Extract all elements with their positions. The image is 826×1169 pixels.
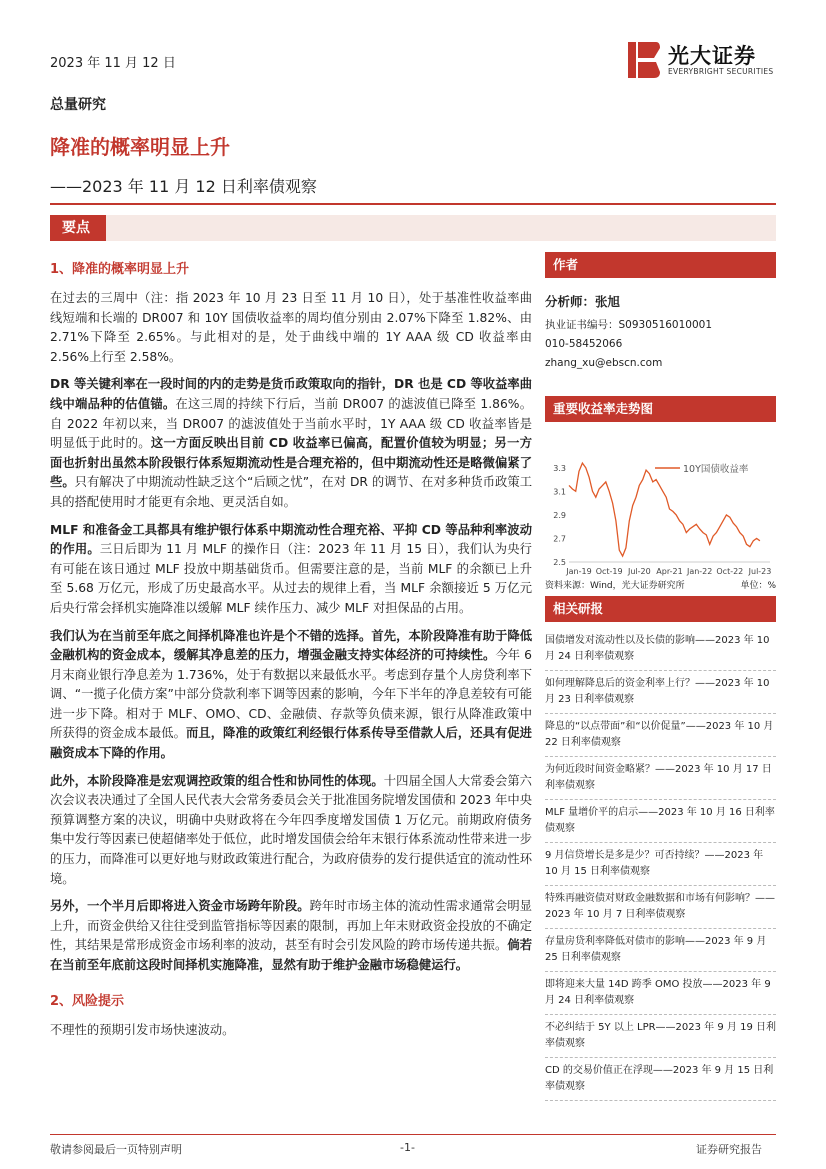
body-text: 在这三周的持续下行后，当前 DR007 的滤波值已降至 1.86%。自 2022 年初以来，当 DR007 的滤波值处于当前水平时，1Y AAA 级 CD 收益率皆是明显低于此时的。 (50, 396, 532, 451)
bold-text: 而且，降准的政策红利经银行体系传导至借款人后，还具有促进融资成本下降的作用。 (50, 726, 532, 761)
chart-unit: 单位：% (740, 581, 776, 591)
title-divider (50, 203, 776, 205)
paragraph-3 (50, 521, 532, 619)
bold-text: DR 等关键利率在一段时间的内的走势是货币政策取向的指针，DR 也是 CD 等收益率曲线中端品种的估值锚。 (50, 377, 532, 411)
yield-line-chart (545, 426, 776, 576)
bold-text: 我们认为在当前至年底之间择机降准也许是个不错的选择。首先，本阶段降准有助于降低金融机构的资金成本，缓解其净息差的压力，增强金融支持实体经济的可持续性。 (50, 628, 532, 663)
paragraph-6 (50, 897, 532, 975)
related-item[interactable]: CD 的交易价值正在浮现——2023 年 9 月 15 日利率债观察 (545, 1058, 776, 1101)
y-tick-label: 2.9 (553, 510, 566, 520)
related-item[interactable]: 即将迎来大量 14D 跨季 OMO 投放——2023 年 9 月 24 日利率债观察 (545, 972, 776, 1015)
body-text: 只有解决了中期流动性缺乏这个“后顾之忧”，在对 DR 的调节、在对多种货币政策工具的搭配使用时才能更有余地、更灵活自如。 (50, 475, 532, 509)
x-tick-label: Jan-22 (686, 567, 713, 576)
body-text: 今年 6 月末商业银行净息差为 1.736%，处于有数据以来最低水平。考虑到存量个人房贷利率下调、“一揽子化债方案”中部分贷款利率下调等因素的影响，今年下半年的净息差较有可能进一步下降。相对于 MLF、OMO、CD、金融债、存款等负债来源，银行从降准政策中所获得的资金成本最低。 (50, 648, 532, 741)
bold-text: 这一方面反映出目前 CD 收益率已偏高，配置价值较为明显；另一方面也折射出虽然本阶段银行体系短期流动性是合理充裕的，但中期流动性还是略微偏紧了些。 (50, 436, 532, 490)
everbright-logo (626, 38, 786, 82)
author-license: 执业证书编号：S0930516010001 (545, 319, 713, 331)
body-text: 跨年时市场主体的流动性需求通常会明显上升，而资金供给又往往受到监管指标等因素的限制，再加上年末财政资金投放的不确定性，其结果是常形成资金市场利率的波动，甚至有时会引发风险的跨市场传递共振。 (50, 899, 532, 953)
paragraph-5 (50, 772, 532, 890)
legend-label: 10Y国债收益率 (683, 464, 749, 475)
bold-text: 另外，一个半月后即将进入资金市场跨年阶段。 (50, 899, 310, 914)
related-heading: 相关研报 (545, 596, 776, 622)
author-email[interactable]: zhang_xu@ebscn.com (545, 357, 663, 369)
chart-block (545, 396, 776, 591)
related-item[interactable]: 特殊再融资债对财政金融数据和市场有何影响？——2023 年 10 月 7 日利率债观察 (545, 886, 776, 929)
related-item[interactable]: 如何理解降息后的资金利率上行？——2023 年 10 月 23 日利率债观察 (545, 671, 776, 714)
related-research (545, 596, 776, 1101)
author-phone: 010-58452066 (545, 338, 623, 350)
report-date: 2023 年 11 月 12 日 (50, 56, 176, 71)
author-name: 分析师：张旭 (545, 294, 621, 309)
section-heading-1: 1、降准的概率明显上升 (50, 262, 190, 277)
related-list (545, 622, 776, 1101)
footer-disclaimer: 敬请参阅最后一页特别声明 (50, 1143, 182, 1156)
y-tick-label: 3.1 (553, 487, 566, 497)
report-category: 总量研究 (50, 97, 106, 113)
related-item[interactable]: 降息的“以点带面”和“以价促量”——2023 年 10 月 22 日利率债观察 (545, 714, 776, 757)
x-tick-label: Jul-20 (627, 567, 651, 576)
series-line (569, 463, 760, 556)
chart-source: 资料来源：Wind，光大证券研究所 (545, 581, 685, 591)
bold-text: 倘若在当前至年底前这段时间择机实施降准，显然有助于维护金融市场稳健运行。 (50, 938, 532, 972)
report-subtitle: ——2023 年 11 月 12 日利率债观察 (50, 177, 317, 196)
highlights-label: 要点 (50, 215, 106, 241)
y-tick-label: 2.5 (553, 558, 566, 567)
author-heading: 作者 (545, 252, 776, 278)
bold-text: MLF 和准备金工具都具有维护银行体系中期流动性合理充裕、平抑 CD 等品种利率波动的作用。 (50, 522, 532, 557)
logo-mark-icon (626, 38, 662, 82)
logo-text: 光大证券 (668, 44, 756, 68)
y-tick-label: 2.7 (553, 534, 566, 544)
paragraph-7: 不理性的预期引发市场快速波动。 (50, 1022, 235, 1037)
paragraph-2 (50, 375, 532, 512)
section-heading-2: 2、风险提示 (50, 993, 125, 1009)
related-item[interactable]: 为何近段时间资金略紧？——2023 年 10 月 17 日利率债观察 (545, 757, 776, 800)
x-tick-label: Jan-19 (566, 567, 592, 576)
main-content (50, 258, 532, 1048)
author-block (545, 252, 776, 373)
logo-subtext: EVERYBRIGHT SECURITIES (668, 67, 774, 76)
footer-divider (50, 1134, 776, 1135)
bold-text: 此外，本阶段降准是宏观调控政策的组合性和协同性的体现。 (50, 773, 384, 788)
report-title: 降准的概率明显上升 (50, 135, 230, 159)
chart-heading: 重要收益率走势图 (545, 396, 776, 422)
paragraph-4 (50, 627, 532, 764)
y-tick-label: 3.3 (553, 463, 566, 473)
related-item[interactable]: 不必纠结于 5Y 以上 LPR——2023 年 9 月 19 日利率债观察 (545, 1015, 776, 1058)
chart-footer (545, 578, 776, 591)
related-item[interactable]: MLF 量增价平的启示——2023 年 10 月 16 日利率债观察 (545, 800, 776, 843)
related-item[interactable]: 9 月信贷增长是多是少？可否持续？——2023 年 10 月 15 日利率债观察 (545, 843, 776, 886)
highlights-bar (50, 215, 776, 241)
footer-report-type: 证券研究报告 (696, 1143, 762, 1156)
x-tick-label: Jul-23 (748, 567, 772, 576)
x-tick-label: Oct-22 (716, 567, 744, 576)
related-item[interactable]: 存量房贷利率降低对债市的影响——2023 年 9 月 25 日利率债观察 (545, 929, 776, 972)
x-tick-label: Apr-21 (656, 567, 683, 576)
related-item[interactable]: 国债增发对流动性以及长债的影响——2023 年 10 月 24 日利率债观察 (545, 628, 776, 671)
paragraph-1: 在过去的三周中（注：指 2023 年 10 月 23 日至 11 月 10 日），处于基准性收益率曲线短端和长端的 DR007 和 10Y 国债收益率的周均值分别由 2.07%下降至 1.82%、由 2.71%下降至 2.65%。与此相对的是，处于曲线中端的 1Y AAA 级 CD 收益率由 2.56%上行至 2.58%。 (50, 291, 532, 364)
x-tick-label: Oct-19 (595, 567, 623, 576)
body-text: 三日后即为 11 月 MLF 的操作日（注：2023 年 11 月 15 日），我们认为央行有可能在该日通过 MLF 投放中期基础货币。但需要注意的是，当前 MLF 的余额已上升至 5.68 万亿元，形成了历史最高水平。从过去的规律上看，当 MLF 余额接近 5 万亿元后央行常会择机实施降准以缓解 MLF 续作压力、减少 MLF 对担保品的占用。 (50, 542, 532, 615)
page-number: -1- (400, 1141, 415, 1154)
body-text: 十四届全国人大常委会第六次会议表决通过了全国人民代表大会常务委员会关于批准国务院增发国债和 2023 年中央预算调整方案的决议，明确中央财政将在今年四季度增发国债 1 万亿元。前期政府债务集中发行等因素已使超储率处于低位，此时增发国债会给年末银行体系流动性带来进一步的压力，而降准可以更好地与财政政策进行配合，为政府债券的发行提供适宜的流动性环境。 (50, 773, 532, 886)
